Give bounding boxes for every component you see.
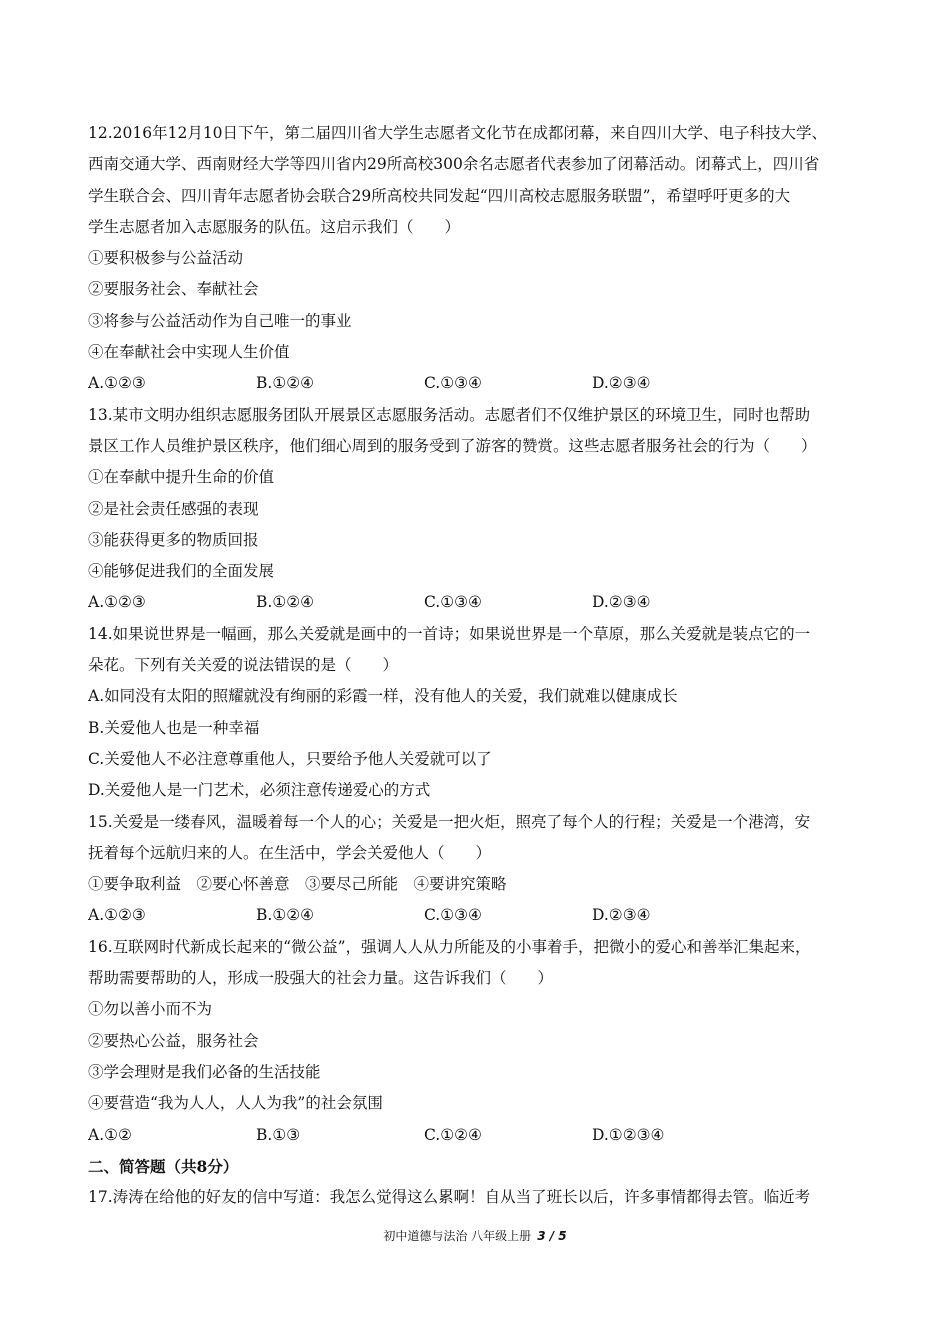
q12-stem-line: 学生志愿者加入志愿服务的队伍。这启示我们（ ） — [88, 217, 461, 236]
q16-item: ③学会理财是我们必备的生活技能 — [88, 1062, 321, 1081]
q16-option-d: D.①②③④ — [592, 1125, 665, 1144]
q16-options — [88, 1120, 866, 1151]
question-12 — [88, 118, 866, 400]
q12-item: ①要积极参与公益活动 — [88, 249, 244, 268]
q14-stem-line: 朵花。下列有关关爱的说法错误的是（ ） — [88, 656, 399, 675]
q14-choice-a: A.如同没有太阳的照耀就没有绚丽的彩霞一样，没有他人的关爱，我们就难以健康成长 — [88, 687, 678, 706]
q14-choice-d: D.关爱他人是一门艺术，必须注意传递爱心的方式 — [88, 781, 431, 800]
q16-item: ②要热心公益，服务社会 — [88, 1031, 259, 1050]
q13-item: ②是社会责任感强的表现 — [88, 499, 259, 518]
q13-option-a: A.①②③ — [88, 593, 146, 612]
q16-option-b: B.①③ — [256, 1125, 301, 1144]
page-footer — [0, 1227, 950, 1244]
q13-stem-line: 景区工作人员维护景区秩序，他们细心周到的服务受到了游客的赞赏。这些志愿者服务社会的行为（ ） — [88, 436, 817, 455]
q17-stem-line: 17.涛涛在给他的好友的信中写道：我怎么觉得这么累啊！自从当了班长以后，许多事情都得去管。临近考 — [88, 1188, 811, 1207]
q16-item: ①勿以善小而不为 — [88, 1000, 213, 1019]
q12-item: ②要服务社会、奉献社会 — [88, 280, 259, 299]
q15-stem-line: 15.关爱是一缕春风，温暖着每一个人的心；关爱是一把火炬，照亮了每个人的行程；关爱是一个港湾，安 — [88, 812, 811, 831]
footer-title: 初中道德与法治 八年级上册 — [383, 1229, 532, 1243]
question-17 — [88, 1182, 866, 1213]
q12-option-c: C.①③④ — [424, 374, 482, 393]
q15-stem-line: 抚着每个远航归来的人。在生活中，学会关爱他人（ ） — [88, 843, 492, 862]
q13-option-b: B.①②④ — [256, 593, 315, 612]
q15-option-d: D.②③④ — [592, 906, 651, 925]
q14-choice-c: C.关爱他人不必注意尊重他人，只要给予他人关爱就可以了 — [88, 749, 492, 768]
q16-item: ④要营造“我为人人，人人为我”的社会氛围 — [88, 1094, 383, 1113]
page-content — [88, 118, 866, 1213]
q13-item: ①在奉献中提升生命的价值 — [88, 468, 275, 487]
q13-stem-line: 13.某市文明办组织志愿服务团队开展景区志愿服务活动。志愿者们不仅维护景区的环境卫生，同时也帮助 — [88, 405, 811, 424]
q15-option-b: B.①②④ — [256, 906, 315, 925]
q12-item: ④在奉献社会中实现人生价值 — [88, 343, 290, 362]
q15-option-c: C.①③④ — [424, 906, 482, 925]
q12-stem-line: 西南交通大学、西南财经大学等四川省内29所高校300余名志愿者代表参加了闭幕活动。闭幕式上，四川省 — [88, 155, 820, 174]
section-heading: 二、简答题（共8分） — [88, 1156, 239, 1176]
q16-option-c: C.①②④ — [424, 1125, 482, 1144]
question-16 — [88, 932, 866, 1151]
question-15 — [88, 807, 866, 932]
page-number: 3 / 5 — [537, 1229, 567, 1243]
q13-item: ③能获得更多的物质回报 — [88, 530, 259, 549]
q13-option-c: C.①③④ — [424, 593, 482, 612]
q12-options — [88, 368, 866, 399]
question-13 — [88, 400, 866, 619]
q12-option-b: B.①②④ — [256, 374, 315, 393]
q16-stem-line: 帮助需要帮助的人，形成一股强大的社会力量。这告诉我们（ ） — [88, 969, 554, 988]
q12-stem-line: 12.2016年12月10日下午，第二届四川省大学生志愿者文化节在成都闭幕，来自四川大学、电子科技大学、 — [88, 124, 828, 142]
q13-option-d: D.②③④ — [592, 593, 651, 612]
q15-items: ①要争取利益 ②要心怀善意 ③要尽己所能 ④要讲究策略 — [88, 875, 507, 894]
q12-stem-line: 学生联合会、四川青年志愿者协会联合29所高校共同发起“四川高校志愿服务联盟”，希望呼吁更多的大 — [88, 186, 791, 205]
question-14 — [88, 619, 866, 807]
q15-option-a: A.①②③ — [88, 906, 146, 925]
q16-stem-line: 16.互联网时代新成长起来的“微公益”，强调人人从力所能及的小事着手，把微小的爱心和善举汇集起来， — [88, 937, 811, 956]
q15-options — [88, 900, 866, 931]
q14-choice-b: B.关爱他人也是一种幸福 — [88, 718, 260, 737]
q14-stem-line: 14.如果说世界是一幅画，那么关爱就是画中的一首诗；如果说世界是一个草原，那么关爱就是装点它的一 — [88, 624, 811, 643]
q12-option-d: D.②③④ — [592, 374, 651, 393]
q13-item: ④能够促进我们的全面发展 — [88, 562, 275, 581]
q12-option-a: A.①②③ — [88, 374, 146, 393]
q16-option-a: A.①② — [88, 1125, 132, 1144]
q12-item: ③将参与公益活动作为自己唯一的事业 — [88, 311, 352, 330]
q13-options — [88, 587, 866, 618]
